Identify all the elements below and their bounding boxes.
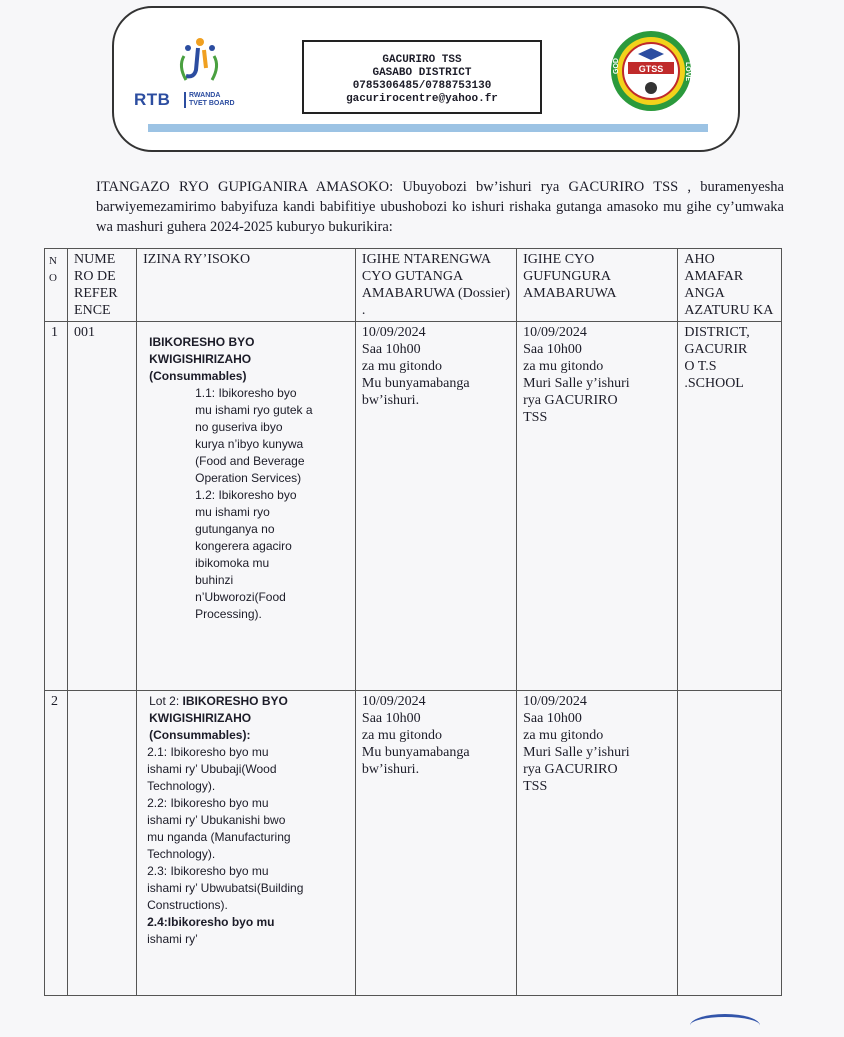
row-reference (68, 691, 137, 996)
phones: 0785306485/0788753130 (352, 80, 492, 92)
place-line: GACURIR (684, 342, 748, 357)
item-line: gutunganya no (195, 522, 275, 536)
item-line: no guseriva ibyo (195, 420, 283, 434)
place-line: DISTRICT, (684, 325, 750, 340)
seal-text: GTSS (638, 64, 664, 74)
item-line: 2.4:Ibikoresho byo mu (147, 915, 275, 929)
row-number: 1 (45, 322, 68, 691)
lot-title-line: KWIGISHIRIZAHO (149, 352, 252, 366)
letterhead-blue-bar (148, 124, 708, 132)
item-line: Constructions). (147, 898, 228, 912)
rtb-subtitle (184, 92, 235, 108)
school-seal-icon (608, 28, 694, 114)
school-name: GACURIRO TSS (382, 54, 462, 66)
header-tender-name: IZINA RY’ISOKO (137, 249, 356, 322)
deadline-time: Saa 10h00 (361, 711, 421, 726)
item-line: mu nganda (Manufacturing (147, 830, 291, 844)
rtb-name: RTB (134, 90, 171, 109)
item-line: n’Ubworozi(Food (195, 590, 286, 604)
row-place (678, 691, 782, 996)
lot-title-line (149, 693, 349, 710)
opening-time: Saa 10h00 (523, 711, 582, 726)
letterhead (112, 6, 740, 152)
item-line: (Food and Beverage (195, 454, 305, 468)
item-line: mu ishami ryo (195, 505, 270, 519)
lot-title-line: IBIKORESHO BYO (149, 335, 255, 349)
item-line: Technology). (147, 779, 216, 793)
lot-title-bold: IBIKORESHO BYO (182, 694, 288, 708)
opening-place: Muri Salle y’ishuri (523, 745, 630, 760)
opening-place: rya GACURIRO (523, 762, 618, 777)
item-line: 2.3: Ibikoresho byo mu (147, 864, 269, 878)
opening-date: 10/09/2024 (523, 325, 587, 340)
header-no: N O (45, 249, 68, 322)
email: gacurirocentre@yahoo.fr (346, 93, 498, 105)
deadline-place: Mu bunyamabanga (361, 376, 470, 391)
item-line: ishami ry’ Ubukanishi bwo (147, 813, 286, 827)
deadline-time: Saa 10h00 (361, 342, 421, 357)
item-line: buhinzi (195, 573, 234, 587)
deadline-date: 10/09/2024 (361, 325, 426, 340)
row-opening (517, 691, 678, 996)
opening-place: Muri Salle y’ishuri (523, 376, 630, 391)
item-line: ibikomoka mu (195, 556, 270, 570)
row-deadline (355, 691, 516, 996)
row-number: 2 (45, 691, 68, 996)
item-line: kongerera agaciro (195, 539, 292, 553)
lot-title-line: KWIGISHIRIZAHO (149, 711, 252, 725)
row-deadline (355, 322, 516, 691)
opening-time: Saa 10h00 (523, 342, 582, 357)
header-reference: NUME RO DE REFER ENCE (68, 249, 137, 322)
header-place: AHO AMAFAR ANGA AZATURU KA (678, 249, 782, 322)
header-opening: IGIHE CYO GUFUNGURA AMABARUWA (517, 249, 678, 322)
item-line: ishami ry’ Ububaji(Wood (147, 762, 277, 776)
item-line: 2.1: Ibikoresho byo mu (147, 745, 269, 759)
address-box (302, 40, 542, 114)
opening-period: za mu gitondo (523, 728, 604, 743)
item-line: 2.2: Ibikoresho byo mu (147, 796, 269, 810)
opening-place: TSS (523, 410, 548, 425)
item-line: ishami ry’ Ubwubatsi(Building (147, 881, 304, 895)
item-line: Technology). (147, 847, 216, 861)
rtb-sub-line-2: TVET BOARD (189, 100, 235, 107)
tender-table (44, 248, 782, 996)
item-line: kurya n’ibyo kunywa (195, 437, 304, 451)
opening-period: za mu gitondo (523, 359, 604, 374)
deadline-date: 10/09/2024 (361, 694, 426, 709)
lot-title-line: (Consummables): (149, 728, 251, 742)
opening-place: rya GACURIRO (523, 393, 618, 408)
item-line: 1.1: Ibikoresho byo (195, 386, 297, 400)
seal-right-text: LOVE (684, 62, 691, 82)
lot-title-line: (Consummables) (149, 369, 247, 383)
row-place (678, 322, 782, 691)
item-line: Processing). (195, 607, 262, 621)
rtb-logo (134, 36, 264, 116)
table-header-row (45, 249, 782, 322)
header-deadline: IGIHE NTARENGWA CYO GUTANGA AMABARUWA (Dossier) . (355, 249, 516, 322)
deadline-place: bw’ishuri. (361, 393, 420, 408)
table-row (45, 691, 782, 996)
stamp-fragment (690, 1014, 760, 1037)
opening-place: TSS (523, 779, 548, 794)
deadline-place: Mu bunyamabanga (361, 745, 470, 760)
seal-left-text: GOD (613, 58, 620, 74)
table-row (45, 322, 782, 691)
intro-text: ITANGAZO RYO GUPIGANIRA AMASOKO: Ubuyobozi bw’ishuri rya GACURIRO TSS , buramenyesha barwiyemezamirimo babyifuza kandi babifitiye ubushobozi ko ishuri rishaka gutanga amasoko mu gihe cy’umwaka wa mashuri guhera 2024-2025 kuburyo bukurikira: (96, 179, 784, 235)
row-tender-name (137, 322, 356, 691)
item-line: Operation Services) (195, 471, 302, 485)
opening-date: 10/09/2024 (523, 694, 587, 709)
rtb-emblem-icon (174, 36, 222, 88)
deadline-place: bw’ishuri. (361, 762, 420, 777)
item-line: 1.2: Ibikoresho byo (195, 488, 297, 502)
row-opening (517, 322, 678, 691)
announcement-intro (96, 177, 784, 237)
item-line: ishami ry’ (147, 932, 198, 946)
place-line: O T.S (684, 359, 717, 374)
deadline-period: za mu gitondo (361, 359, 443, 374)
deadline-period: za mu gitondo (361, 728, 443, 743)
district: GASABO DISTRICT (372, 67, 472, 79)
row-tender-name (137, 691, 356, 996)
row-reference: 001 (68, 322, 137, 691)
rtb-sub-line-1: RWANDA (189, 92, 221, 99)
lot-prefix: Lot 2: (149, 694, 180, 708)
place-line: .SCHOOL (684, 376, 744, 391)
item-line: mu ishami ryo gutek a (195, 403, 313, 417)
